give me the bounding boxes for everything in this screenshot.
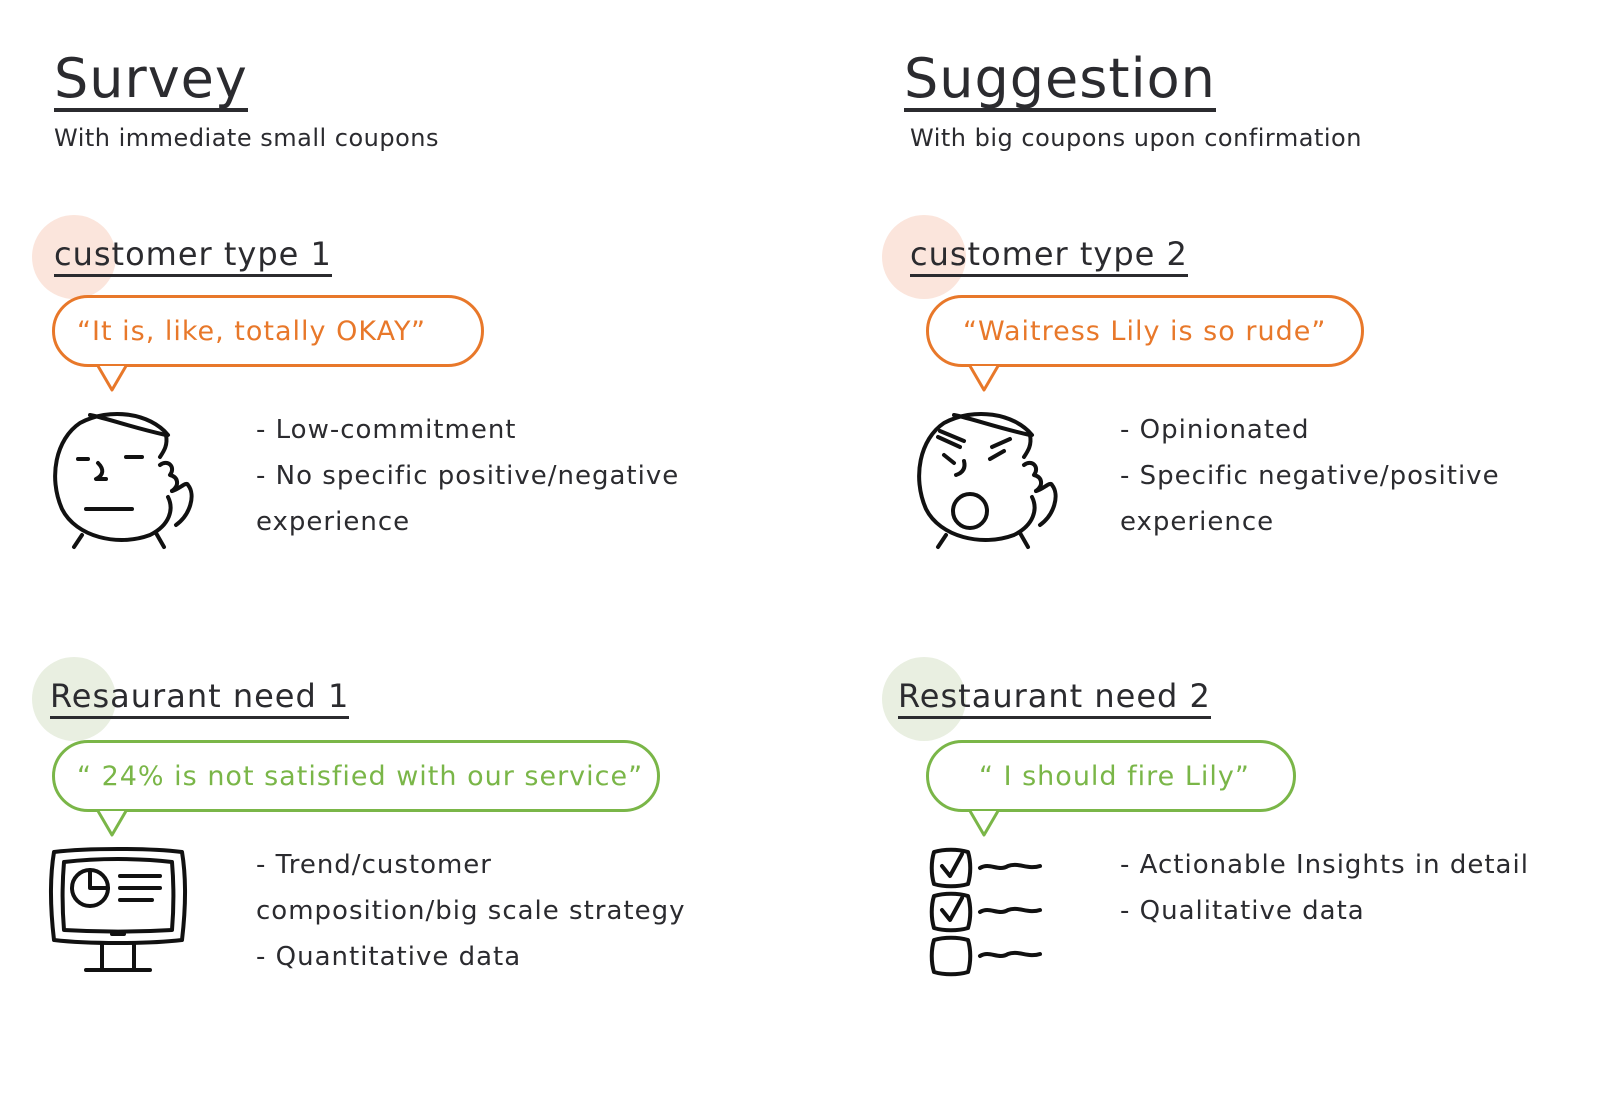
restaurant-need-2-notes <box>1120 842 1529 934</box>
note-line: - Low-commitment <box>256 415 517 445</box>
note-line: composition/big scale strategy <box>256 896 686 926</box>
customer-type-1-label: customer type 1 <box>54 238 332 277</box>
customer-type-1-quote-bubble <box>52 295 484 367</box>
restaurant-need-2-label: Restaurant need 2 <box>898 680 1211 719</box>
note-line: - Qualitative data <box>1120 896 1365 926</box>
checklist-icon <box>928 846 1048 980</box>
customer-type-1-notes <box>256 407 679 545</box>
note-line: - Specific negative/positive <box>1120 461 1500 491</box>
customer-type-1-quote: “It is, like, totally OKAY” <box>77 315 426 347</box>
restaurant-need-1-label: Resaurant need 1 <box>50 680 349 719</box>
restaurant-need-2-quote: “ I should fire Lily” <box>979 760 1250 792</box>
note-line: - No specific positive/negative <box>256 461 680 491</box>
customer-type-2-label: customer type 2 <box>910 238 1188 277</box>
speech-tail <box>968 809 1002 835</box>
suggestion-subtitle: With big coupons upon confirmation <box>910 124 1362 152</box>
restaurant-need-1-notes <box>256 842 685 980</box>
monitor-chart-icon <box>48 846 188 976</box>
restaurant-need-2-quote-bubble <box>926 740 1296 812</box>
speech-tail <box>968 364 1002 390</box>
survey-title: Survey <box>54 47 248 110</box>
speech-tail <box>96 809 130 835</box>
restaurant-need-1-quote: “ 24% is not satisfied with our service” <box>77 760 644 792</box>
note-line: - Opinionated <box>1120 415 1310 445</box>
note-line: - Actionable Insights in detail <box>1120 850 1529 880</box>
angry-face-icon <box>914 405 1064 555</box>
customer-type-2-quote: “Waitress Lily is so rude” <box>963 315 1327 347</box>
customer-type-2-notes <box>1120 407 1500 545</box>
note-line: experience <box>1120 507 1275 537</box>
restaurant-need-1-quote-bubble <box>52 740 660 812</box>
survey-subtitle: With immediate small coupons <box>54 124 440 152</box>
note-line: - Quantitative data <box>256 942 522 972</box>
note-line: - Trend/customer <box>256 850 492 880</box>
neutral-face-icon <box>50 405 200 555</box>
customer-type-2-quote-bubble <box>926 295 1364 367</box>
note-line: experience <box>256 507 411 537</box>
suggestion-title: Suggestion <box>904 47 1216 110</box>
speech-tail <box>96 364 130 390</box>
